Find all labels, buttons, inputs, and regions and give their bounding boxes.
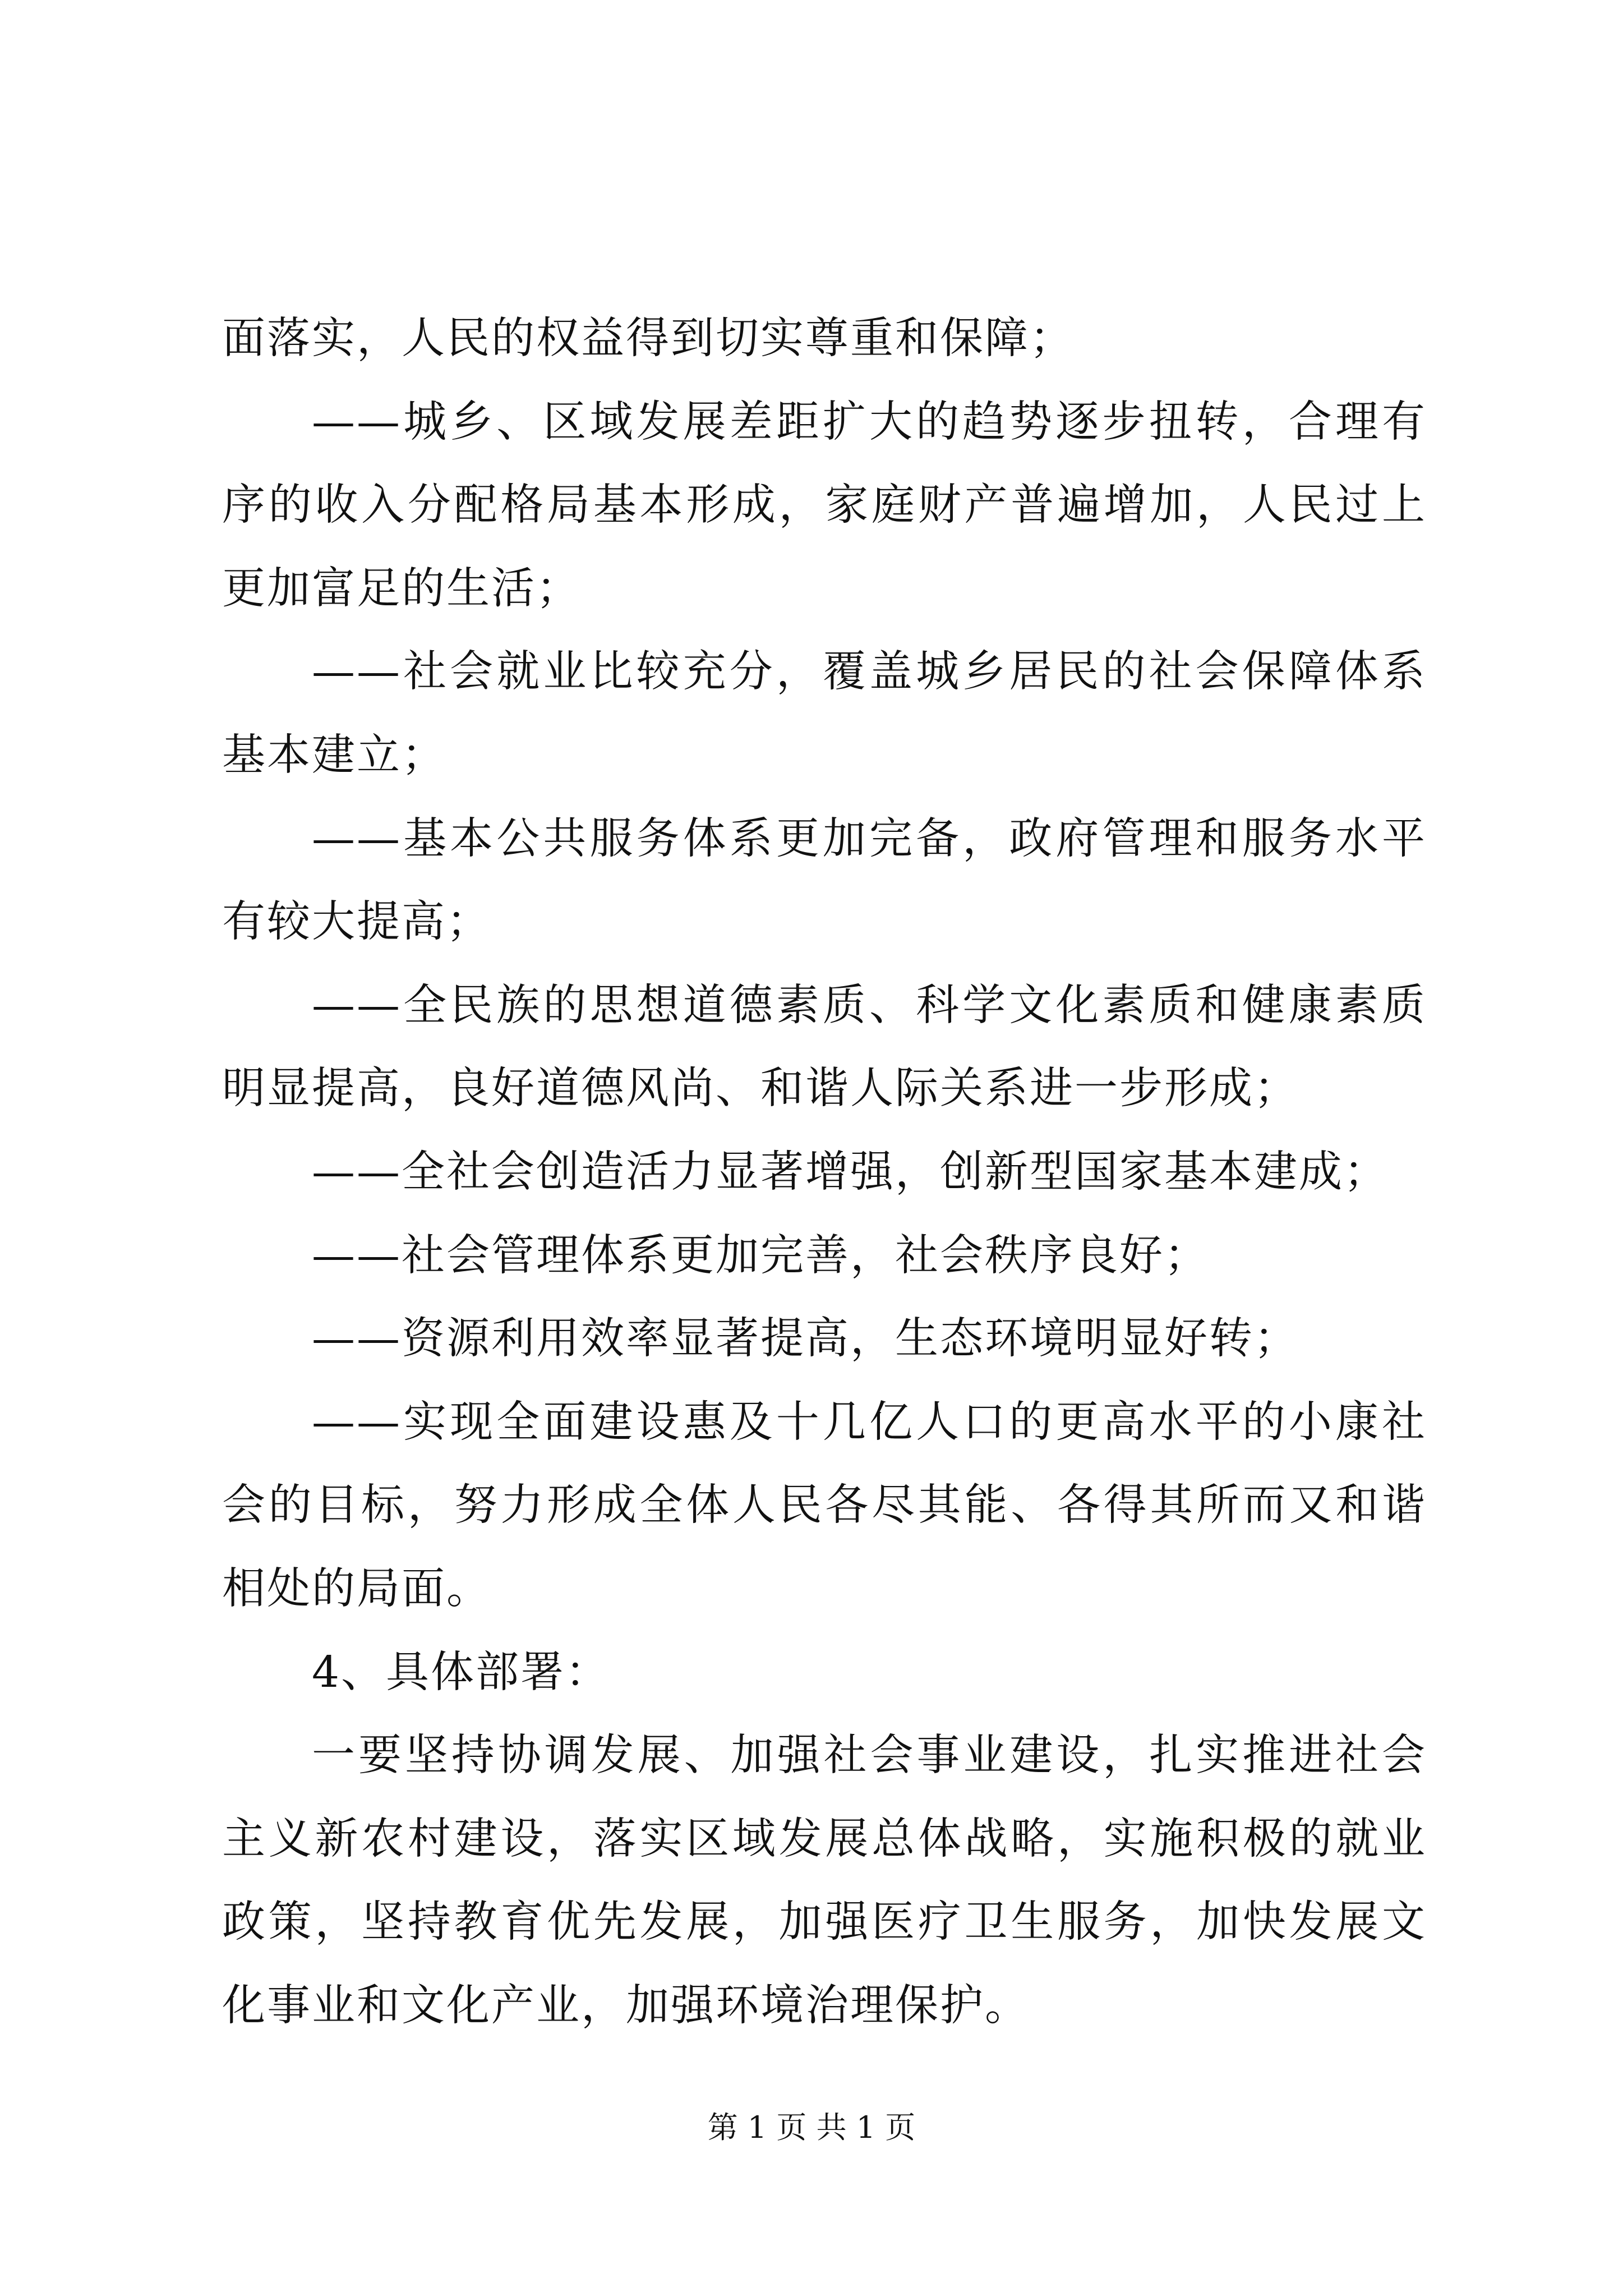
- document-body: [222, 297, 1427, 2047]
- paragraph-4: ——基本公共服务体系更加完备，政府管理和服务水平有较大提高；: [222, 813, 1427, 947]
- paragraph-11: 一要坚持协调发展、加强社会事业建设，扎实推进社会主义新农村建设，落实区域发展总体战略，实施积极的就业政策，坚持教育优先发展，加强医疗卫生服务，加快发展文化事业和文化产业，加强环境治理保护。: [222, 1731, 1427, 2031]
- paragraph-1: 面落实，人民的权益得到切实尊重和保障；: [222, 314, 1075, 364]
- paragraph-8: ——资源利用效率显著提高，生态环境明显好转；: [312, 1314, 1299, 1364]
- paragraph-7: ——社会管理体系更加完善，社会秩序良好；: [312, 1230, 1209, 1281]
- paragraph-6: ——全社会创造活力显著增强，创新型国家基本建成；: [312, 1147, 1389, 1197]
- paragraph-3: ——社会就业比较充分，覆盖城乡居民的社会保障体系基本建立；: [222, 647, 1427, 780]
- paragraph-5: ——全民族的思想道德素质、科学文化素质和健康素质明显提高，良好道德风尚、和谐人际关系进一步形成；: [222, 980, 1427, 1114]
- paragraph-2: ——城乡、区域发展差距扩大的趋势逐步扭转，合理有序的收入分配格局基本形成，家庭财产普遍增加，人民过上更加富足的生活；: [222, 397, 1427, 614]
- paragraph-9: ——实现全面建设惠及十几亿人口的更高水平的小康社会的目标，努力形成全体人民各尽其能、各得其所而又和谐相处的局面。: [222, 1397, 1427, 1614]
- page-footer: 第 1 页 共 1 页: [707, 2110, 916, 2145]
- section-heading: 4、具体部署：: [312, 1647, 610, 1697]
